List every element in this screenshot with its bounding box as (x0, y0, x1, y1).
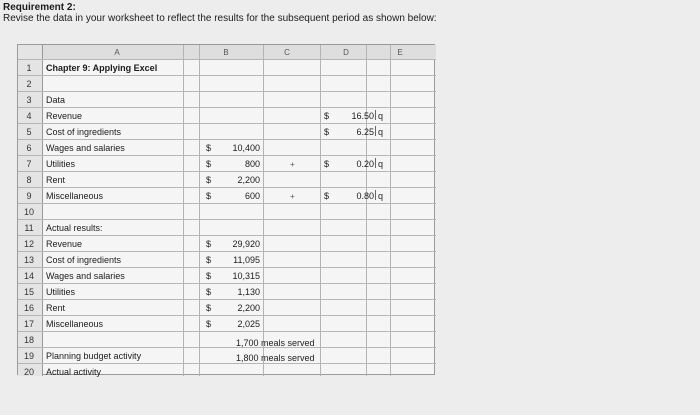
currency-symbol: $ (206, 255, 212, 265)
cell-e4[interactable]: q (378, 111, 384, 121)
cell-b13[interactable]: 11,095 (233, 255, 260, 265)
column-header-c[interactable]: C (284, 48, 290, 57)
cell-a14[interactable]: Wages and salaries (46, 271, 125, 281)
cell-b16[interactable]: 2,200 (237, 303, 260, 313)
cell-b12[interactable]: 29,920 (232, 239, 260, 249)
cell-a12[interactable]: Revenue (46, 239, 83, 249)
currency-symbol: $ (324, 191, 330, 201)
cell-a8[interactable]: Rent (46, 175, 66, 185)
currency-symbol: $ (324, 111, 330, 121)
cell-b20[interactable]: 1,800 meals served (236, 353, 315, 363)
cell-b17[interactable]: 2,025 (237, 319, 260, 329)
cell-b14[interactable]: 10,315 (232, 271, 260, 281)
cell-a17[interactable]: Miscellaneous (46, 319, 104, 329)
row-header-8[interactable]: 8 (26, 175, 32, 185)
row-header-17[interactable]: 17 (23, 319, 34, 329)
cell-a6[interactable]: Wages and salaries (46, 143, 125, 153)
cell-b19[interactable]: 1,700 meals served (236, 338, 315, 348)
row-header-12[interactable]: 12 (23, 239, 34, 249)
requirement-title: Requirement 2: (3, 2, 76, 13)
cell-d5[interactable]: 6.25 (356, 127, 374, 137)
column-header-d[interactable]: D (343, 48, 349, 57)
column-header-e[interactable]: E (397, 48, 403, 57)
cell-d7[interactable]: 0.20 (356, 159, 374, 169)
sheet-title-cell[interactable]: Chapter 9: Applying Excel (46, 63, 158, 73)
cell-a16[interactable]: Rent (46, 303, 66, 313)
cell-a9[interactable]: Miscellaneous (46, 191, 104, 201)
row-header-3[interactable]: 3 (26, 95, 32, 105)
grid-line (183, 45, 184, 376)
row-header-2[interactable]: 2 (26, 79, 32, 89)
cell-border (375, 110, 376, 120)
currency-symbol: $ (206, 143, 212, 153)
cell-e7[interactable]: q (378, 159, 384, 169)
cell-e9[interactable]: q (378, 191, 384, 201)
grid-line (263, 45, 264, 376)
requirement-description: Revise the data in your worksheet to reflect the results for the subsequent period as shown below: (3, 13, 437, 24)
spreadsheet (17, 44, 435, 375)
formula-marker: + (290, 160, 295, 169)
grid-line (320, 45, 321, 376)
grid-line (390, 45, 391, 376)
currency-symbol: $ (206, 271, 212, 281)
row-header-5[interactable]: 5 (26, 127, 32, 137)
column-header-b[interactable]: B (223, 48, 229, 57)
cell-a15[interactable]: Utilities (46, 287, 76, 297)
currency-symbol: $ (206, 175, 212, 185)
currency-symbol: $ (324, 159, 330, 169)
cell-border (375, 126, 376, 136)
currency-symbol: $ (206, 287, 212, 297)
row-header-10[interactable]: 10 (23, 207, 34, 217)
cell-a11[interactable]: Actual results: (46, 223, 103, 233)
cell-a13[interactable]: Cost of ingredients (46, 255, 122, 265)
cell-a19[interactable]: Planning budget activity (46, 351, 142, 361)
cell-b15[interactable]: 1,130 (237, 287, 260, 297)
row-header-7[interactable]: 7 (26, 159, 32, 169)
grid-line (42, 45, 43, 376)
row-header-6[interactable]: 6 (26, 143, 32, 153)
currency-symbol: $ (206, 191, 212, 201)
currency-symbol: $ (206, 319, 212, 329)
row-header-15[interactable]: 15 (23, 287, 34, 297)
cell-a20[interactable]: Actual activity (46, 367, 102, 377)
formula-marker: + (290, 192, 295, 201)
cell-e5[interactable]: q (378, 127, 384, 137)
cell-b8[interactable]: 2,200 (237, 175, 260, 185)
grid-line (199, 45, 200, 376)
row-header-9[interactable]: 9 (26, 191, 32, 201)
currency-symbol: $ (206, 303, 212, 313)
row-header-1[interactable]: 1 (26, 63, 32, 73)
column-header-a[interactable]: A (114, 48, 120, 57)
row-header-14[interactable]: 14 (23, 271, 34, 281)
cell-border (375, 158, 376, 168)
row-header-19[interactable]: 19 (23, 351, 34, 361)
cell-a7[interactable]: Utilities (46, 159, 76, 169)
grid-line (366, 45, 367, 376)
currency-symbol: $ (206, 159, 212, 169)
cell-b9[interactable]: 600 (244, 191, 260, 201)
row-header-18[interactable]: 18 (23, 335, 34, 345)
cell-d4[interactable]: 16.50 (351, 111, 374, 121)
cell-d9[interactable]: 0.80 (356, 191, 374, 201)
cell-a5[interactable]: Cost of ingredients (46, 127, 122, 137)
row-header-13[interactable]: 13 (23, 255, 34, 265)
row-header-20[interactable]: 20 (23, 367, 34, 377)
row-header-4[interactable]: 4 (26, 111, 32, 121)
cell-border (375, 190, 376, 200)
row-header-16[interactable]: 16 (23, 303, 34, 313)
cell-b7[interactable]: 800 (244, 159, 260, 169)
cell-a4[interactable]: Revenue (46, 111, 83, 121)
cell-b6[interactable]: 10,400 (232, 143, 260, 153)
currency-symbol: $ (324, 127, 330, 137)
cell-a3[interactable]: Data (46, 95, 66, 105)
row-header-11[interactable]: 11 (24, 223, 34, 233)
currency-symbol: $ (206, 239, 212, 249)
